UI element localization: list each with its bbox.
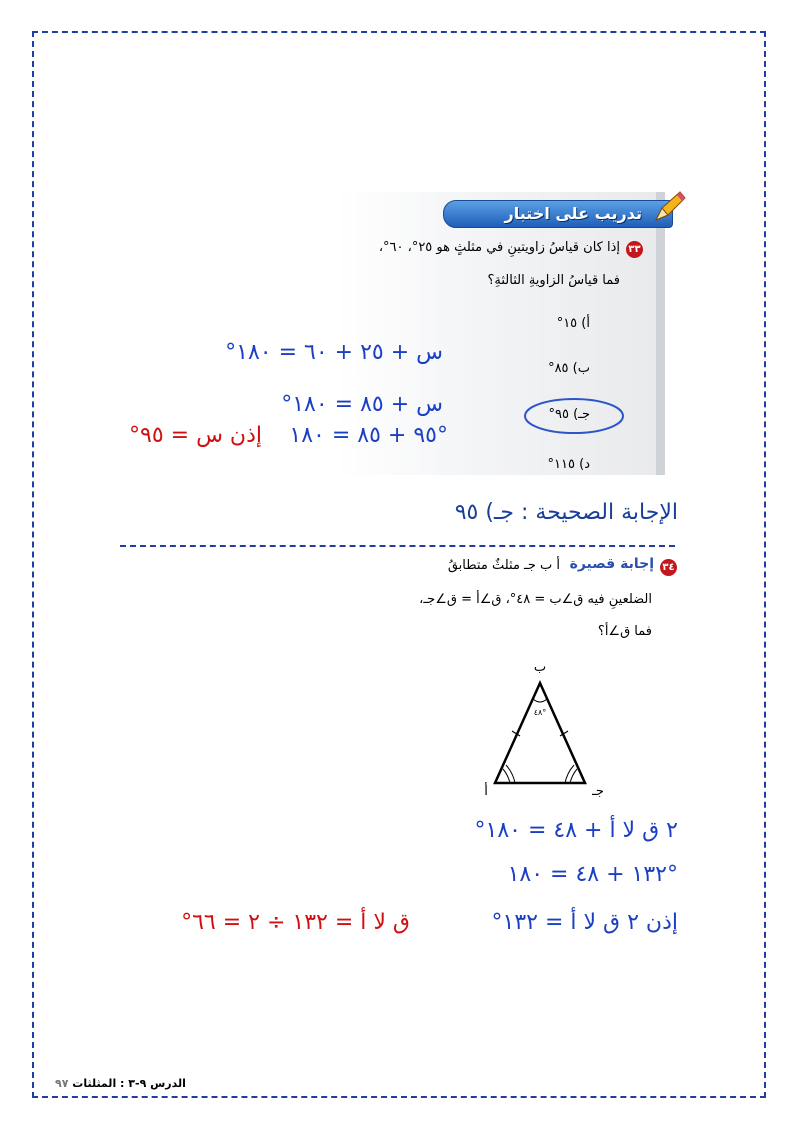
footer-lesson: الدرس ٩-٣ : المثلثات bbox=[72, 1077, 186, 1090]
q33-work-line2: س + ٨٥ = ١٨٠° bbox=[281, 392, 443, 417]
selected-answer-circle bbox=[522, 396, 626, 436]
banner-label: تدريب على اختبار bbox=[504, 204, 642, 223]
vertex-a-label: أ bbox=[484, 784, 488, 799]
footer bbox=[55, 1077, 186, 1090]
vertex-b-label: ب bbox=[533, 660, 547, 675]
option-c[interactable]: جـ) ٩٥° bbox=[548, 407, 590, 422]
question-34-stem-line3: فما ق∠أ؟ bbox=[597, 624, 652, 639]
q33-work-line3: ٩٥ + ٨٥ = ١٨٠° bbox=[289, 423, 448, 448]
short-answer-label: إجابة قصيرة bbox=[569, 556, 654, 572]
isosceles-triangle-figure bbox=[470, 655, 610, 800]
q34-work-line1: ٢ ق لا أ + ٤٨ = ١٨٠° bbox=[474, 818, 678, 843]
q33-result: إذن س = ٩٥° bbox=[129, 423, 262, 448]
section-divider bbox=[120, 545, 675, 547]
question-33-number: ٣٣ bbox=[626, 241, 643, 258]
vertex-c-label: جـ bbox=[592, 784, 604, 799]
question-34-stem-line2: الضلعينِ فيه ق∠ب = ٤٨°، ق∠أ = ق∠جـ، bbox=[419, 592, 652, 607]
q33-correct-answer bbox=[455, 500, 678, 525]
question-34-number: ٣٤ bbox=[660, 559, 677, 576]
answer-label: الإجابة الصحيحة : جـ) ٩٥ bbox=[454, 500, 678, 525]
footer-page-number: ٩٧ bbox=[55, 1077, 69, 1090]
pencil-icon bbox=[652, 190, 686, 224]
question-33-stem-line2: فما قياسُ الزاويةِ الثالثةِ؟ bbox=[487, 273, 620, 288]
option-d[interactable]: د) ١١٥° bbox=[547, 457, 590, 472]
q33-work-line1: س + ٢٥ + ٦٠ = ١٨٠° bbox=[225, 340, 443, 365]
q34-work-line3: إذن ٢ ق لا أ = ١٣٢° bbox=[491, 910, 678, 935]
q34-work-line2: ١٣٢ + ٤٨ = ١٨٠° bbox=[507, 862, 678, 887]
question-34-stem-line1: أ ب جـ مثلثٌ متطابقُ bbox=[447, 558, 560, 573]
test-practice-banner bbox=[443, 200, 673, 228]
question-33-stem-line1: إذا كان قياسُ زاويتينِ في مثلثٍ هو ٢٥°، ٦٠°، bbox=[378, 240, 620, 255]
option-a[interactable]: أ) ١٥° bbox=[556, 316, 590, 331]
option-b[interactable]: ب) ٨٥° bbox=[548, 361, 590, 376]
angle-b-label: ٤٨° bbox=[533, 708, 547, 717]
q34-work-line4: ق لا أ = ١٣٢ ÷ ٢ = ٦٦° bbox=[181, 910, 410, 935]
